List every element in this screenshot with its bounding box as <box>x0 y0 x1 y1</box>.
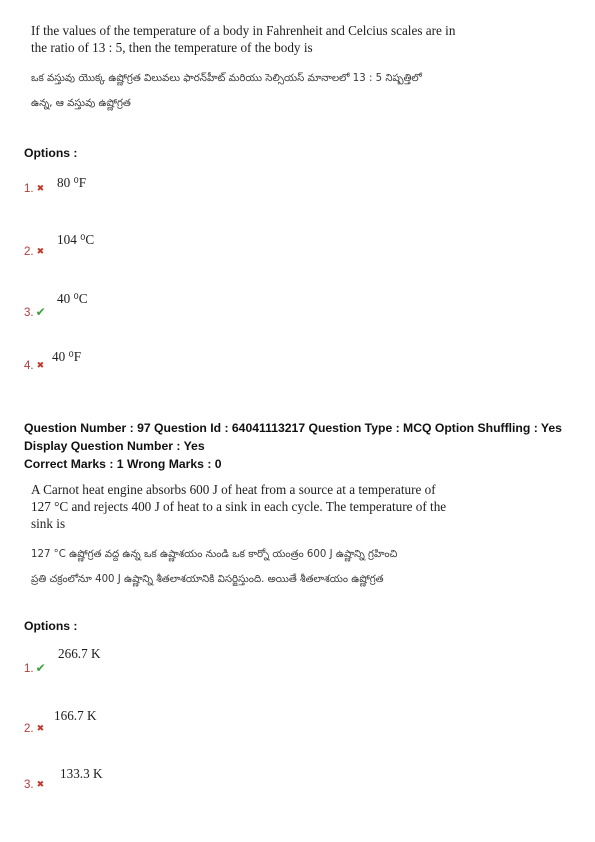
option-value: 80 ⁰F <box>57 175 87 190</box>
question-text-telugu-line1: 127 °C ఉష్ణోగ్రత వద్ద ఉన్న ఒక ఉష్ణాశయం నుండి ఒక కార్నో యంత్రం 600 J ఉష్ణాన్ని గ్రహించి <box>31 549 398 560</box>
question-text-telugu-line2: ఉన్న, ఆ వస్తువు ఉష్ణోగ్రత <box>31 98 131 109</box>
option-number-text: 3. <box>24 307 34 319</box>
option-number-text: 1. <box>24 663 34 675</box>
wrong-mark-icon: ✖ <box>36 779 45 789</box>
question-text: A Carnot heat engine absorbs 600 J of heat from a source at a temperature of 127 °C and rejects 400 J of heat to a sink in each cycle. The temperature of the sink is <box>31 482 447 531</box>
option-number-text: 2. <box>24 723 34 735</box>
option-number <box>24 779 44 791</box>
correct-mark-icon: ✔ <box>35 661 46 675</box>
option-value: 133.3 K <box>60 766 103 781</box>
option-number <box>24 360 44 372</box>
option-number-text: 3. <box>24 779 34 791</box>
wrong-mark-icon: ✖ <box>36 183 45 193</box>
options-label: Options : <box>24 146 78 160</box>
question-text-telugu-line1: ఒక వస్తువు యొక్క ఉష్ణోగ్రత విలువలు ఫారన్‌హీట్ మరియు సెల్సియస్ మానాలలో 13 : 5 నిష్పత్తిలో <box>31 73 422 84</box>
option-number <box>24 305 46 319</box>
option-number-text: 4. <box>24 360 34 372</box>
option-value: 166.7 K <box>54 708 97 723</box>
option-value: 266.7 K <box>58 646 101 661</box>
option-number <box>24 183 44 195</box>
question-text-telugu-line2: ప్రతి చక్రంలోనూ 400 J ఉష్ణాన్ని శీతలాశయానికి విసర్జిస్తుంది. అయితే శీతలాశయం ఉష్ణోగ్రత <box>31 574 384 585</box>
option-number <box>24 723 44 735</box>
question-meta-line2: Display Question Number : Yes <box>24 439 205 453</box>
option-number <box>24 661 46 675</box>
option-number-text: 2. <box>24 246 34 258</box>
question-text: If the values of the temperature of a body in Fahrenheit and Celcius scales are in the ratio of 13 : 5, then the temperature of the body is <box>31 23 456 55</box>
option-value: 40 ⁰C <box>57 291 88 306</box>
option-value: 40 ⁰F <box>52 349 82 364</box>
option-value: 104 ⁰C <box>57 232 95 247</box>
wrong-mark-icon: ✖ <box>36 723 45 733</box>
option-number <box>24 246 44 258</box>
wrong-mark-icon: ✖ <box>36 246 45 256</box>
wrong-mark-icon: ✖ <box>36 360 45 370</box>
option-number-text: 1. <box>24 183 34 195</box>
options-label: Options : <box>24 619 78 633</box>
correct-mark-icon: ✔ <box>35 305 46 319</box>
question-meta-line1: Question Number : 97 Question Id : 64041113217 Question Type : MCQ Option Shuffling : Yes <box>24 421 562 435</box>
question-meta-line3: Correct Marks : 1 Wrong Marks : 0 <box>24 457 222 471</box>
